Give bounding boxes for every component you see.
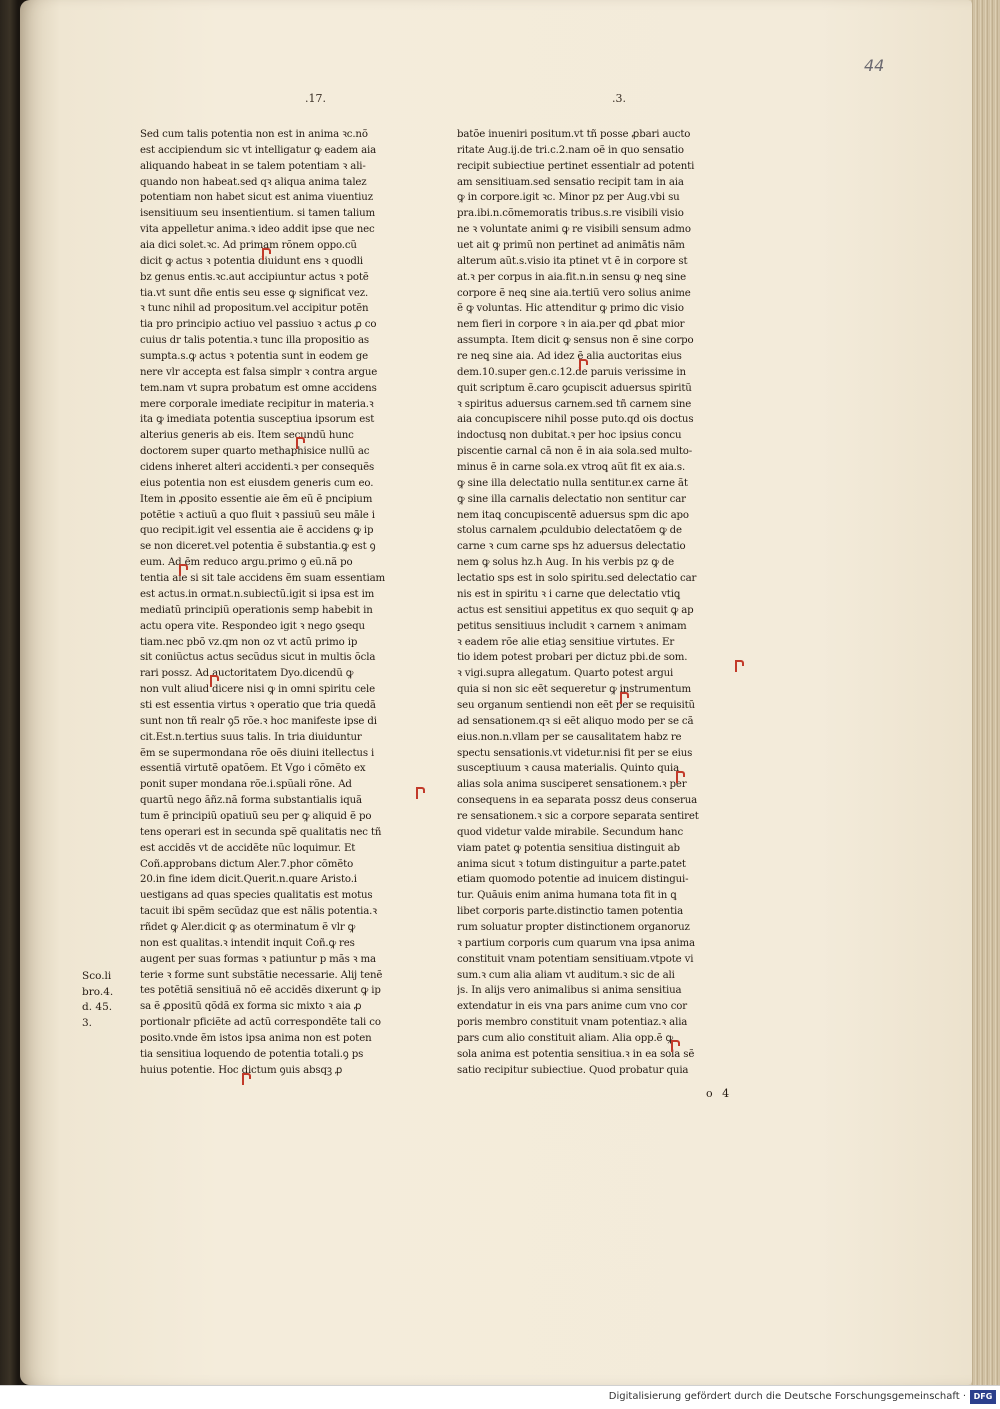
text-line: 20.in fine idem dicit.Querit.n.quare Aristo.i — [140, 874, 357, 886]
text-line: alterum aũt.s.visio ita ptinet vt ẽ in corpore st — [457, 255, 688, 267]
text-line: alias sola anima susciperet sensationem.ꝛ per — [457, 779, 687, 791]
text-line: cidens inheret alteri accidenti.ꝛ per consequẽs — [140, 462, 375, 474]
text-line: ꝛ eadem rõe alie etiaꝫ sensitiue virtutes. Er — [457, 636, 675, 648]
text-line: ad sensationem.qꝛ si eẽt aliquo modo per se cã — [457, 715, 694, 727]
text-line: huius potentie. Hoc dictum ꝯuis absqꝫ ꝓ — [140, 1064, 343, 1076]
text-line: tiam.nec pbõ vz.qm non oz vt actũ primo ip — [140, 636, 358, 648]
text-line: ꝛ partium corporis cum quarum vna ipsa anima — [457, 937, 695, 949]
text-line: corpore ẽ neꝗ sine aia.tertiũ vero solius anime — [457, 287, 691, 299]
text-line: tia pro principio actiuo vel passiuo ꝛ actus ꝓ co — [140, 319, 377, 331]
footer-credit: Digitalisierung gefördert durch die Deutsche Forschungsgemeinschaft · — [608, 1391, 966, 1402]
rubric-mark-icon — [242, 1073, 251, 1085]
text-line: consequens in ea separata possz deus conserua — [457, 795, 698, 807]
text-line: potẽtie ꝛ actiuũ a quo fluit ꝛ passiuũ seu mãle i — [140, 509, 375, 521]
text-line: non est qualitas.ꝛ intendit inquit Coñ.ꝙ res — [140, 937, 355, 949]
text-line: uet ait ꝙ primũ non pertinet ad animãtis nãm — [457, 240, 685, 252]
margin-note — [82, 969, 113, 1031]
text-line: ne ꝛ voluntate animi ꝙ re visibili sensum admo — [457, 224, 691, 236]
text-line: constituit vnam potentiam sensitiuam.vtpote vi — [457, 953, 694, 965]
text-line: at.ꝛ per corpus in aia.fit.n.in sensu ꝙ neꝗ sine — [457, 271, 687, 283]
margin-note-line: 3. — [82, 1016, 93, 1029]
rubric-mark-icon — [262, 248, 271, 260]
text-line: ꝛ tunc nihil ad propositum.vel accipitur potẽn — [140, 303, 369, 315]
text-line: quando non habeat.sed qꝛ aliqua anima talez — [140, 176, 367, 188]
rubric-mark-icon — [179, 564, 188, 576]
text-line: ꝛ spiritus aduersus carnem.sed tñ carnem sine — [457, 398, 692, 410]
text-line: cit.Est.n.tertius suus talis. In tria diuiduntur — [140, 731, 362, 743]
text-line: minus ẽ in carne sola.ex vtroꝗ aũt fit ex aia.s. — [457, 462, 686, 474]
text-line: nis est in spiritu ꝛ i carne que delectatio vtiꝗ — [457, 588, 680, 600]
text-line: est accidẽs vt de accidẽte nũc loquimur. Et — [140, 842, 356, 854]
text-line: etiam quomodo potentie ad inuicem distingui- — [457, 874, 689, 886]
text-line: uestigans ad quas species qualitatis est motus — [140, 890, 373, 902]
text-line: actus est sensitiui appetitus ex quo sequit ꝙ ap — [457, 604, 694, 616]
rubric-mark-icon — [620, 692, 629, 704]
text-line: seu organum sentiendi non eẽt per se requisitũ — [457, 699, 695, 711]
text-line: rñdet ꝙ Aler.dicit ꝙ as oterminatum ẽ vlr ꝙ — [140, 921, 356, 933]
text-line: batõe inueniri positum.vt tñ posse ꝓbari aucto — [457, 129, 691, 140]
text-line: ẽ ꝙ voluntas. Hic attenditur ꝙ primo dic visio — [457, 303, 684, 315]
text-line: viam patet ꝙ potentia sensitiua distinguit ab — [457, 842, 680, 854]
text-line: indoctusꝗ non dubitat.ꝛ per hoc ipsius concu — [457, 430, 682, 442]
rubric-mark-icon — [210, 675, 219, 687]
text-line: cuius dr talis potentia.ꝛ tunc illa propositio as — [140, 335, 369, 347]
text-line: essentiã virtutẽ opatõem. Et Vgo i cõmẽto ex — [140, 763, 366, 775]
text-line: anima sicut ꝛ totum distinguitur a parte.patet — [457, 858, 686, 870]
text-line: libet corporis parte.distinctio tamen potentia — [457, 906, 684, 918]
text-line: eum. Ad ẽm reduco argu.primo ꝯ eũ.nã po — [140, 557, 353, 569]
text-line: terie ꝛ forme sunt substãtie necessarie. Alij tenẽ — [140, 969, 383, 981]
text-line: ẽm se supermondana rõe oẽs diuini itellectus i — [140, 747, 375, 759]
text-line: nem itaꝗ concupiscentẽ aduersus spm dic apo — [457, 509, 689, 521]
rubric-mark-icon — [579, 359, 588, 371]
text-line: sit coniũctus actus secũdus sicut in multis õcla — [140, 652, 376, 664]
text-line: nere vlr accepta est falsa simplr ꝛ contra argue — [140, 366, 378, 378]
text-line: tentia aie si sit tale accidens ẽm suam essentiam — [140, 573, 386, 585]
text-line: js. In alijs vero animalibus si anima sensitiua — [457, 985, 682, 997]
running-head-right: .3. — [612, 92, 626, 105]
text-line: am sensitiuam.sed sensatio recipit tam in aia — [457, 176, 684, 188]
text-line: non vult aliud dicere nisi ꝙ in omni spiritu cele — [140, 684, 376, 696]
text-line: mediatũ principiũ operationis semp habebit in — [140, 604, 373, 616]
text-line: sum.ꝛ cum alia aliam vt auditum.ꝛ sic de ali — [457, 969, 675, 981]
text-line: sti est essentia virtus ꝛ operatio que tria quedã — [140, 699, 376, 711]
text-line: tacuit ibi spẽm secũdaz que est nãlis potentia.ꝛ — [140, 906, 377, 918]
text-line: quartũ nego ãñz.nã forma substantialis iquã — [140, 795, 362, 807]
rubric-mark-icon — [416, 787, 425, 799]
text-line: ritate Aug.ij.de tri.c.2.nam oẽ in quo sensatio — [457, 144, 684, 156]
text-line: poris membro constituit vnam potentiaz.ꝛ alia — [457, 1017, 688, 1029]
text-line: rum soluatur propter distinctionem organoruz — [457, 921, 690, 933]
text-line: Item in ꝓposito essentie aie ẽm eũ ẽ pncipium — [140, 493, 373, 505]
text-line: dicit ꝙ actus ꝛ potentia diuidunt ens ꝛ quodli — [140, 255, 363, 267]
text-line: mere corporale imediate recipitur in materia.ꝛ — [140, 398, 374, 410]
text-line: quo recipit.igit vel essentia aie ẽ accidens ꝙ ip — [140, 525, 374, 537]
text-line: alterius generis ab eis. Item secundũ hunc — [140, 430, 354, 442]
text-line: ꝙ sine illa delectatio nulla sentitur.ex carne ãt — [457, 477, 688, 489]
text-line: petitus sensitiuus includit ꝛ carnem ꝛ animam — [457, 620, 687, 632]
text-line: spectu sensationis.vt videtur.nisi fit per se eius — [457, 747, 693, 759]
text-line: assumpta. Item dicit ꝙ sensus non ẽ sine corpo — [457, 335, 694, 347]
text-line: est accipiendum sic vt intelligatur ꝙ eadem aia — [140, 144, 377, 156]
text-line: quia si non sic eẽt sequeretur ꝙ instrumentum — [457, 684, 691, 696]
text-line: augent per suas formas ꝛ patiuntur p mãs ꝛ ma — [140, 953, 376, 965]
margin-note-line: bro.4. — [82, 985, 114, 998]
digitization-footer — [0, 1385, 1000, 1409]
text-line: isensitiuum seu insentientium. si tamen talium — [140, 208, 376, 220]
text-line: dem.10.super gen.c.12.de paruis verissime in — [457, 366, 686, 378]
text-line: aia dici solet.ꝛc. Ad primam rõnem oppo.cũ — [140, 240, 357, 252]
text-line: actu opera vite. Respondeo igit ꝛ nego ꝯsequ — [140, 620, 365, 632]
text-line: sa ẽ ꝓpositũ qõdã ex forma sic mixto ꝛ aia ꝓ — [140, 1001, 362, 1013]
text-line: sola anima est potentia sensitiua.ꝛ in ea sola sẽ — [457, 1048, 695, 1060]
text-line: eius potentia non est eiusdem generis cum eo. — [140, 477, 374, 489]
text-line: doctorem super quarto methaphisice nullũ ac — [140, 446, 370, 458]
text-line: ponit super mondana rõe.i.spũali rõne. Ad — [140, 779, 352, 791]
text-line: quit scriptum ẽ.caro ꝯcupiscit aduersus spiritũ — [457, 382, 692, 394]
text-line: portionalr pficiẽte ad actũ correspondẽte tali co — [140, 1017, 381, 1029]
rubric-mark-icon — [671, 1040, 680, 1052]
text-line: potentiam non habet sicut est anima viuentiuz — [140, 192, 373, 204]
text-line: rari possz. Ad auctoritatem Dyo.dicendũ ꝙ — [140, 668, 354, 680]
text-line: tem.nam vt supra probatum est omne accidens — [140, 382, 377, 394]
text-line: nem ꝙ solus hz.h Aug. In his verbis pz ꝙ de — [457, 557, 675, 569]
text-line: ita ꝙ imediata potentia susceptiua ipsorum est — [140, 414, 375, 426]
rubric-mark-icon — [296, 437, 305, 449]
text-line: quod videtur valde mirabile. Secundum hanc — [457, 826, 684, 838]
text-line: tia.vt sunt dñe entis seu esse ꝙ significat vez. — [140, 287, 369, 299]
dfg-logo: DFG — [970, 1390, 996, 1404]
text-line: vita appelletur anima.ꝛ ideo addit ipse que nec — [140, 224, 375, 236]
text-line: recipit subiectiue pertinet essentialr ad potenti — [457, 160, 695, 172]
text-line: satio recipitur subiectiue. Quod probatur quia — [457, 1064, 689, 1076]
text-line: ꝙ sine illa carnalis delectatio non sentitur car — [457, 493, 686, 505]
text-line: carne ꝛ cum carne sps hz aduersus delectatio — [457, 541, 686, 553]
text-line: ꝛ vigi.supra allegatum. Quarto potest argui — [457, 668, 674, 680]
text-line: tia sensitiua loquendo de potentia totali.ꝯ ps — [140, 1048, 364, 1060]
text-line: sunt non tñ realr ꝯ5 rõe.ꝛ hoc manifeste ipse di — [140, 715, 377, 727]
text-line: susceptiuum ꝛ causa materialis. Quinto quia — [457, 763, 680, 775]
text-line: aia concupiscere nihil posse puto.qd ois doctus — [457, 414, 694, 426]
text-line: tes potẽtiã sensitiuã nõ eẽ accidẽs dixerunt ꝙ ip — [140, 985, 381, 997]
text-line: nem fieri in corpore ꝛ in aia.per qd ꝓbat mior — [457, 319, 685, 331]
text-line: re sensationem.ꝛ sic a corpore separata sentiret — [457, 810, 699, 822]
text-line: pars cum alio constituit aliam. Alia opp.ẽ ꝙ — [457, 1032, 674, 1044]
text-line: aliquando habeat in se talem potentiam ꝛ ali- — [140, 160, 366, 172]
running-head-left: .17. — [305, 92, 326, 105]
margin-note-line: Sco.li — [82, 970, 112, 982]
text-column-left — [140, 127, 465, 1079]
text-line: lectatio sps est in solo spiritu.sed delectatio car — [457, 573, 697, 585]
rubric-mark-icon — [676, 771, 685, 783]
text-column-right — [457, 127, 787, 1079]
text-line: tio idem potest probari per dictuz pbi.de som. — [457, 652, 688, 664]
text-line: tum ẽ principiũ opatiuũ seu per ꝙ aliquid ẽ po — [140, 810, 372, 822]
text-line: eius.non.n.vllam per se causalitatem habz re — [457, 731, 682, 743]
text-line: bz genus entis.ꝛc.aut accipiuntur actus ꝛ potẽ — [140, 271, 369, 283]
text-line: posito.vnde ẽm istos ipsa anima non est poten — [140, 1032, 372, 1044]
text-line: piscentie carnal cã non ẽ in aia sola.sed multo- — [457, 446, 693, 458]
text-line: se non diceret.vel potentia ẽ substantia.ꝙ est ꝯ — [140, 541, 376, 553]
margin-note-line: d. 45. — [82, 1001, 113, 1013]
text-line: re neꝗ sine aia. Ad idez ẽ alia auctoritas eius — [457, 351, 682, 363]
text-line: ꝙ in corpore.igit ꝛc. Minor pz per Aug.vbi su — [457, 192, 680, 204]
text-line: stolus carnalem ꝓculdubio delectatõem ꝙ de — [457, 525, 682, 537]
text-line: pra.ibi.n.cõmemoratis tribus.s.re visibili visio — [457, 208, 684, 220]
text-line: extendatur in eis vna pars anime cum vno cor — [457, 1001, 687, 1013]
text-line: Sed cum talis potentia non est in anima ꝛc.nõ — [140, 129, 368, 140]
text-line: sumpta.s.ꝙ actus ꝛ potentia sunt in eodem ge — [140, 351, 369, 363]
signature-mark: o 4 — [706, 1087, 733, 1100]
text-line: est actus.in ormat.n.subiectũ.igit si ipsa est im — [140, 588, 375, 600]
rubric-mark-icon — [735, 660, 744, 672]
text-line: tur. Quãuis enim anima humana tota fit in ꝗ — [457, 890, 677, 902]
text-line: Coñ.approbans dictum Aler.7.phor cõmẽto — [140, 858, 354, 870]
folio-pencil-number: 44 — [864, 56, 885, 75]
text-line: tens operari est in secunda spẽ qualitatis nec tñ — [140, 826, 382, 838]
